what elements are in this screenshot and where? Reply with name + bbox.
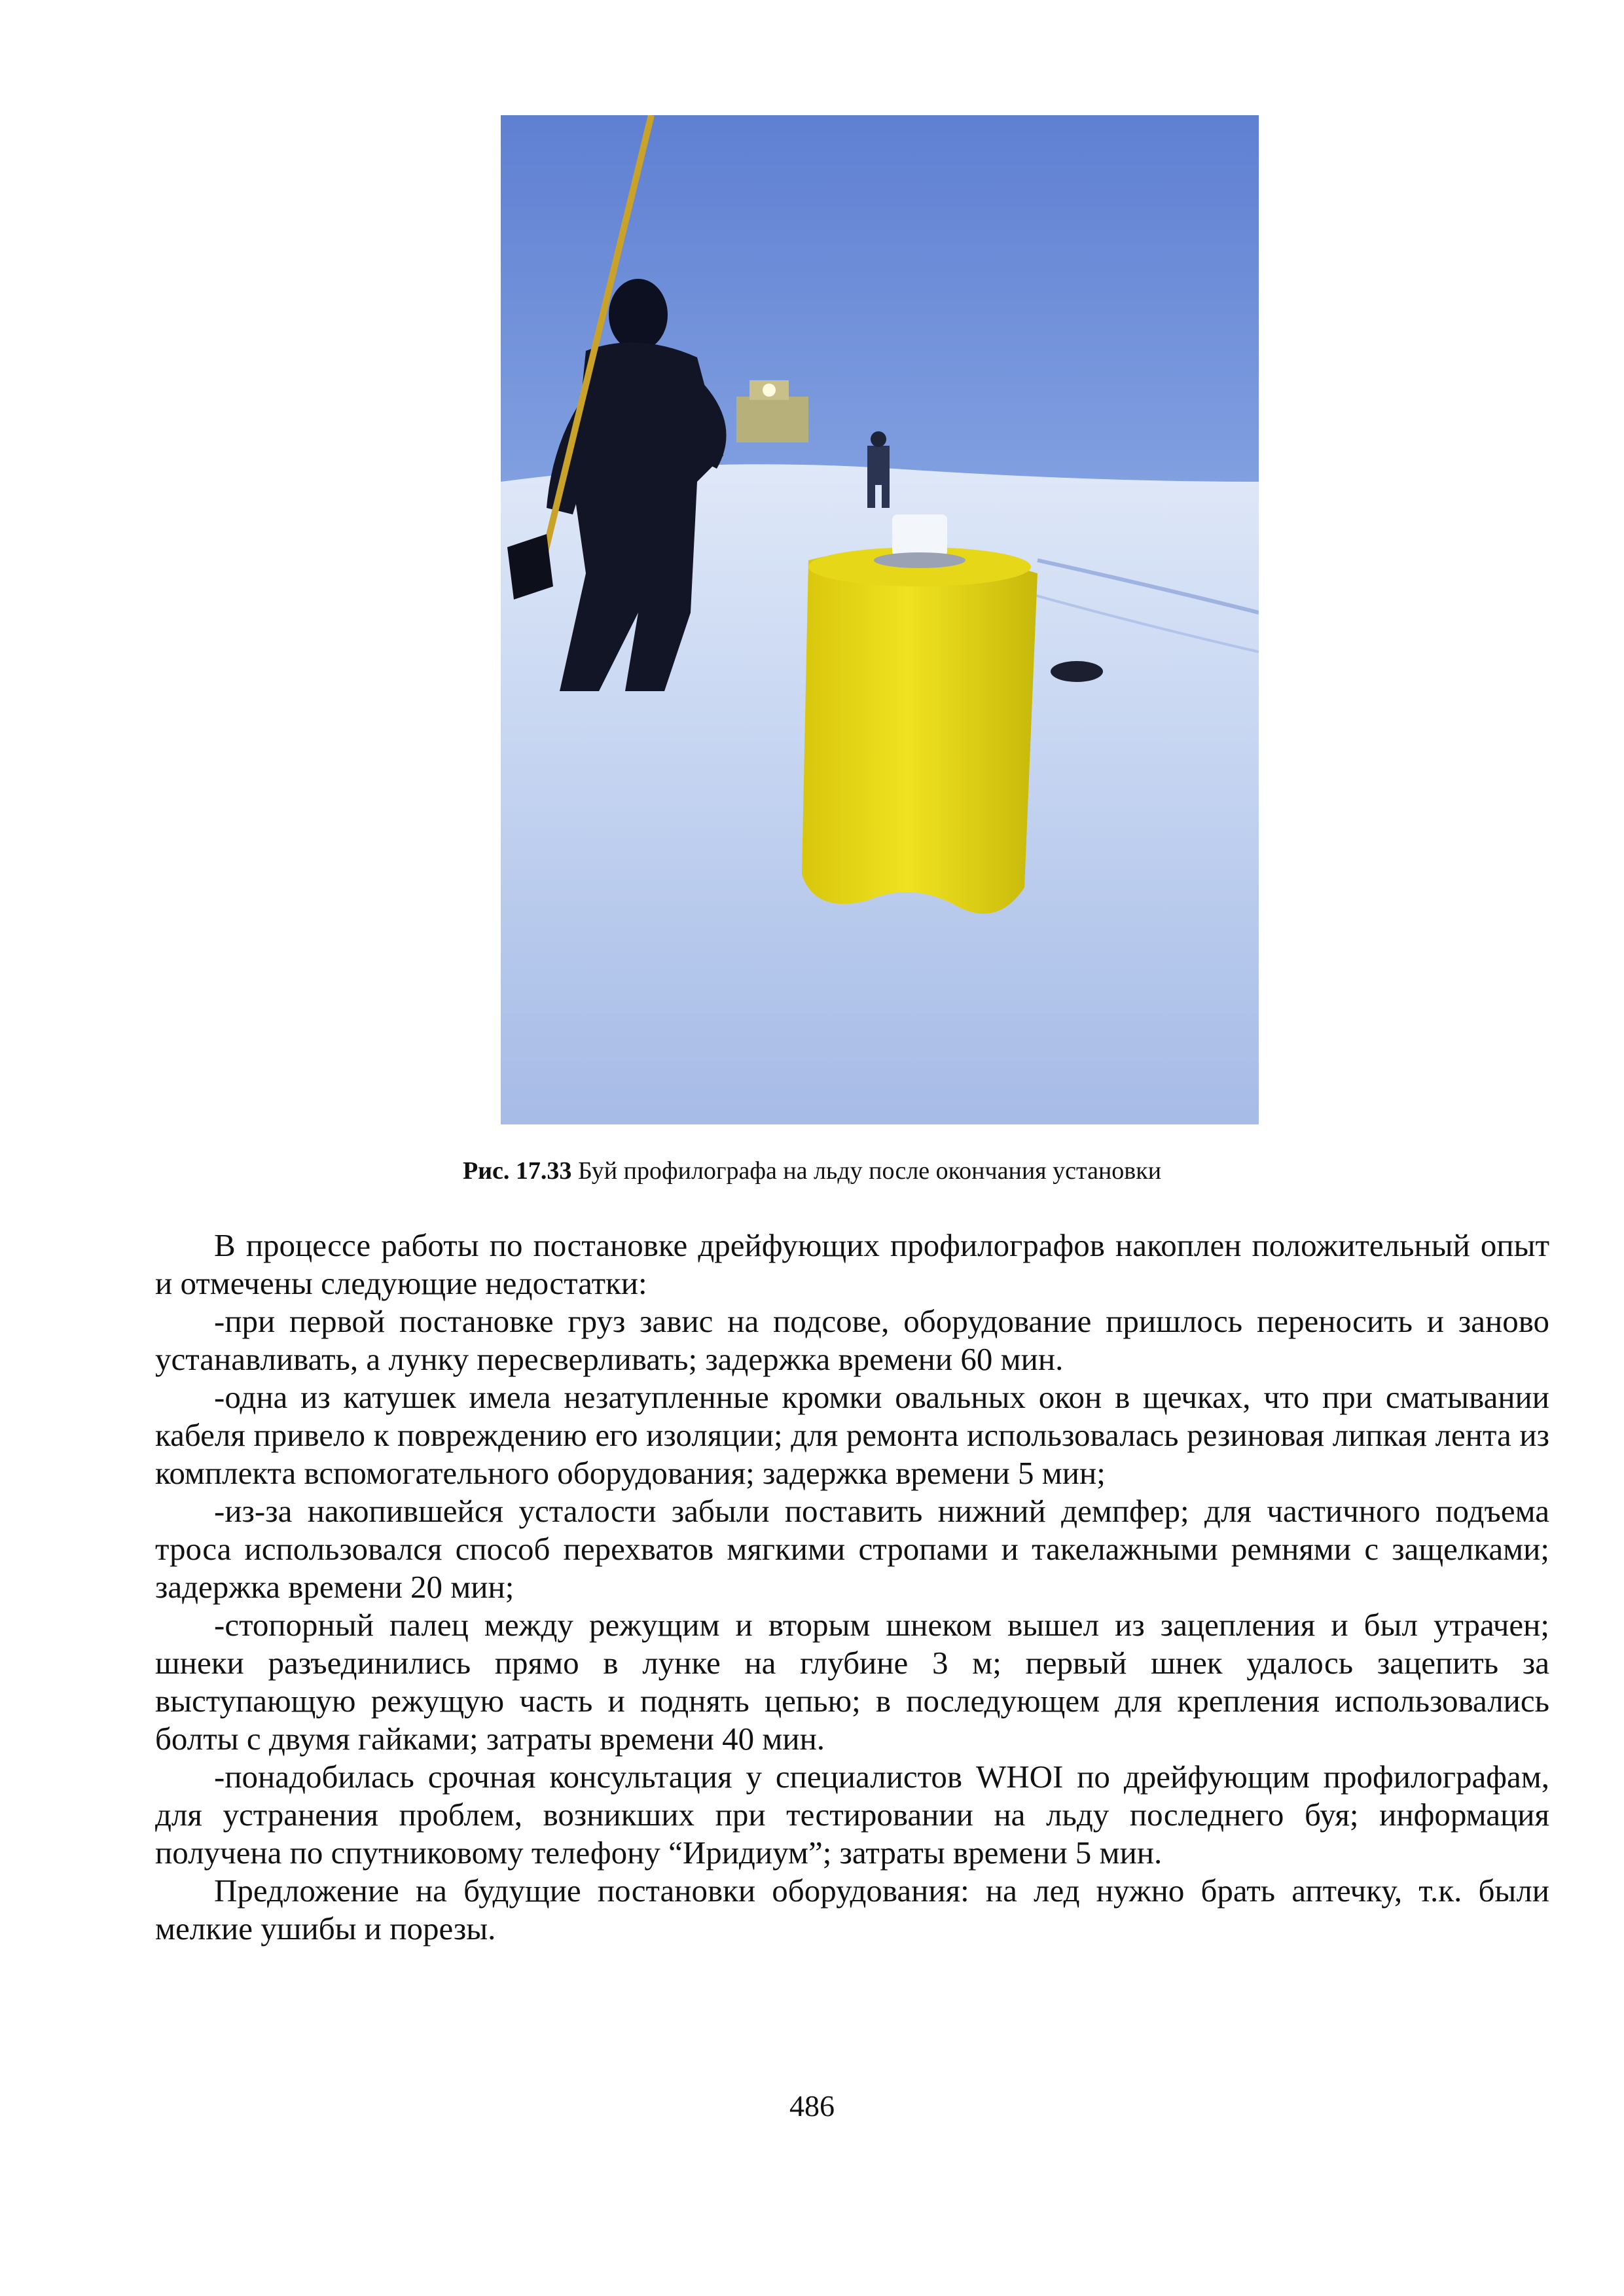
figure-caption-label: Рис. 17.33 <box>462 1157 572 1185</box>
page-number: 486 <box>789 2089 835 2123</box>
paragraph-intro: В процессе работы по постановке дрейфующих профилографов накоплен положительный опыт и отмечены следующие недостатки: <box>155 1227 1549 1301</box>
paragraph-item-1: -при первой постановке груз завис на подсове, оборудование пришлось переносить и заново устанавливать, а лунку пересверливать; задержка времени 60 мин. <box>155 1303 1549 1377</box>
paragraph-item-5: -понадобилась срочная консультация у специалистов WHOI по дрейфующим профилографам, для устранения проблем, возникших при тестировании на льду последнего буя; информация получена по спутниковому телефону “Иридиум”; затраты времени 5 мин. <box>155 1759 1549 1871</box>
buoy-photo-illustration <box>501 115 1259 1124</box>
paragraph-item-3: -из-за накопившейся усталости забыли поставить нижний демпфер; для частичного подъема троса использовался способ перехватов мягкими стропами и такелажными ремнями с защелками; задержка времени 20 мин; <box>155 1493 1549 1605</box>
body-text <box>155 1227 1549 1948</box>
figure-caption-text: Буй профилографа на льду после окончания установки <box>571 1157 1162 1185</box>
figure-photo-buoy-on-ice <box>501 115 1259 1124</box>
paragraph-item-2: -одна из катушек имела незатупленные кромки овальных окон в щечках, что при сматывании кабеля привело к повреждению его изоляции; для ремонта использовалась резиновая липкая лента из комплекта вспомогательного оборудования; задержка времени 5 мин; <box>155 1379 1549 1491</box>
paragraph-proposal: Предложение на будущие постановки оборудования: на лед нужно брать аптечку, т.к. были мелкие ушибы и порезы. <box>155 1873 1549 1946</box>
paragraph-item-4: -стопорный палец между режущим и вторым шнеком вышел из зацепления и был утрачен; шнеки разъединились прямо в лунке на глубине 3 м; первый шнек удалось зацепить за выступающую режущую часть и поднять цепью; в последующем для крепления использовались болты с двумя гайками; затраты времени 40 мин. <box>155 1607 1549 1757</box>
figure-caption <box>0 1156 1624 1186</box>
